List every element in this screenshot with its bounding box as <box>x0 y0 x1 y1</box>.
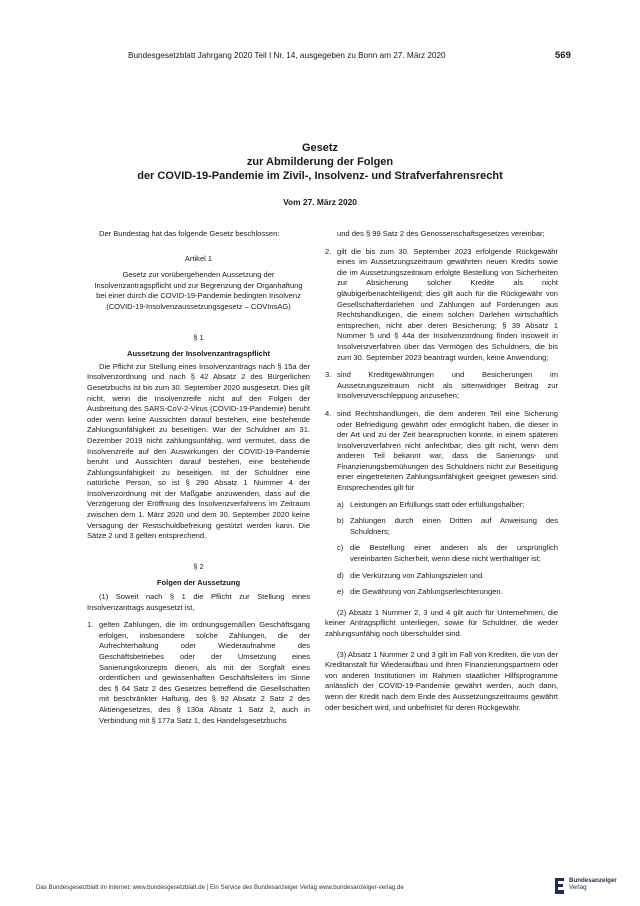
right-column <box>325 229 558 713</box>
sub-list-item-letter: e) <box>337 587 344 597</box>
law-title <box>0 141 640 183</box>
list-item <box>325 247 558 364</box>
sub-list-item <box>325 500 558 511</box>
list-item-number: 2. <box>325 246 332 256</box>
list-item <box>325 409 558 494</box>
list-item-text: gilt die bis zum 30. September 2023 erfolgende Rückgewähr eines im Aussetzungszeitraum gewährten neuen Kredits sowie die im Aussetzungszeitraum erfolgte Bestellung von Sicherheiten zur Absicherung solcher Kredite als nicht gläubigerbenachteiligend; dies gilt auch für die Rückgewähr von Gesellschafterdarlehen und Zahlungen auf Forderungen aus Rechtshandlungen, die einem solchen Darlehen wirtschaftlich entsprechen, nicht aber deren Besicherung; § 39 Absatz 1 Nummer 5 und § 44a der Insolvenzordnung finden insoweit in Insolvenzverfahren über das Vermögen des Schuldners, die bis zum 30. September 2023 beantragt wurden, keine Anwendung; <box>337 246 558 362</box>
sub-list-item-letter: a) <box>337 499 344 509</box>
sub-list-item <box>325 516 558 537</box>
footer-text: Das Bundesgesetzblatt im Internet: www.bundesgesetzblatt.de | Ein Service des Bundesanzeiger Verlag www.bundesanzeiger-verlag.de <box>36 884 404 891</box>
section-1-title: Aussetzung der Insolvenzantragspflicht <box>127 349 270 359</box>
section-2-intro: (1) Soweit nach § 1 die Pflicht zur Stellung eines Insolvenzantrags ausgesetzt ist, <box>87 592 310 612</box>
law-date: Vom 27. März 2020 <box>283 197 357 207</box>
title-line-3: der COVID-19-Pandemie im Zivil-, Insolvenz- und Strafverfahrensrecht <box>137 170 503 182</box>
sub-list-item <box>325 571 558 582</box>
list-item-text: sind Rechtshandlungen, die dem anderen Teil eine Sicherung oder Befriedigung gewährt oder ermöglicht haben, die dieser in der Art und zu der Zeit beanspruchen konnte, in einem späteren Insolvenzverfahren nicht anfechtbar; dies gilt nicht, wenn dem anderen Teil bekannt war, dass die Sanierungs- und Finanzierungsbemühungen des Schuldners nicht zur Beseitigung einer eingetretenen Zahlungsunfähigkeit geeignet gewesen sind. Entsprechendes gilt für <box>337 408 558 493</box>
title-line-1: Gesetz <box>301 142 339 154</box>
left-column <box>87 229 310 726</box>
paragraph-3: (3) Absatz 1 Nummer 2 und 3 gilt im Fall von Krediten, die von der Kreditanstalt für Wiederaufbau und ihren Finanzierungspartnern oder von anderen Institutionen im Rahmen staatlicher Hilfsprogramme anlässlich der COVID-19-Pandemie gewährt werden, auch dann, wenn der Kredit nach dem Ende des Aussetzungszeitraums gewährt oder besichert wird, und unbefristet für deren Rückgewähr. <box>325 649 558 712</box>
sub-list-item-text: die Gewährung von Zahlungserleichterungen. <box>350 587 503 597</box>
title-line-2: zur Abmilderung der Folgen <box>246 156 394 168</box>
logo-line-1: Bundesanzeiger <box>569 877 617 884</box>
list-item-number: 1. <box>87 620 94 630</box>
article-heading: Artikel 1 <box>184 253 213 263</box>
logo-line-2: Verlag <box>569 884 587 892</box>
sub-list-item-letter: d) <box>337 570 344 580</box>
paragraph-2: (2) Absatz 1 Nummer 2, 3 und 4 gilt auch für Unternehmen, die keiner Antragspflicht unterliegen, sowie für Schuldner, die weder zahlungsunfähig noch überschuldet sind. <box>325 607 558 638</box>
running-header-text: Bundesgesetzblatt Jahrgang 2020 Teil I Nr. 14, ausgegeben zu Bonn am 27. März 2020 <box>128 51 446 60</box>
list-item-text: gelten Zahlungen, die im ordnungsgemäßen Geschäftsgang erfolgen, insbesondere solche Zahlungen, die der Aufrechterhaltung oder Wiederaufnahme des Geschäftsbetriebes oder der Umsetzung eines Sanierungskonzepts dienen, als mit der Sorgfalt eines ordentlichen und gewissenhaften Geschäftsleiters im Sinne des § 64 Satz 2 des Gesetzes betreffend die Gesellschaften mit beschränkter Haftung, des § 92 Absatz 2 Satz 2 des Aktiengesetzes, des § 130a Absatz 1 Satz 2, auch in Verbindung mit § 177a Satz 1, des Handelsgesetzbuchs <box>99 620 310 725</box>
sub-list-item-text: die Bestellung einer anderen als der ursprünglich vereinbarten Sicherheit, wenn diese nicht werthaltiger ist; <box>350 543 558 564</box>
continued-text: und des § 99 Satz 2 des Genossenschaftsgesetzes vereinbar; <box>337 229 545 238</box>
section-1-text: Die Pflicht zur Stellung eines Insolvenzantrags nach § 15a der Insolvenzordnung und nach § 42 Absatz 2 des Bürgerlichen Gesetzbuchs ist bis zum 30. September 2020 ausgesetzt. Dies gilt nicht, wenn die Insolvenzreife nicht auf den Folgen der Ausbreitung des SARS-CoV-2-Virus (COVID-19-Pandemie) beruht oder wenn keine Aussichten darauf bestehen, eine bestehende Zahlungsunfähigkeit zu beseitigen. War der Schuldner am 31. Dezember 2019 nicht zahlungsunfähig, wird vermutet, dass die Insolvenzreife auf den Auswirkungen der COVID-19-Pandemie beruht und Aussichten darauf bestehen, eine bestehende Zahlungsunfähigkeit zu beseitigen. Ist der Schuldner eine natürliche Person, so ist § 290 Absatz 1 Nummer 4 der Insolvenzordnung mit der Maßgabe anzuwenden, dass auf die Verzögerung der Eröffnung des Insolvenzverfahrens im Zeitraum zwischen dem 1. März 2020 und dem 30. September 2020 keine Versagung der Restschuldbefreiung gestützt werden kann. Die Sätze 2 und 3 gelten entsprechend. <box>87 361 310 541</box>
list-item-text: sind Kreditgewährungen und Besicherungen im Aussetzungszeitraum nicht als sittenwidriger Beitrag zur Insolvenzverschleppung anzusehen; <box>337 370 558 401</box>
logo-text <box>569 877 617 892</box>
list-item <box>87 620 310 726</box>
page-number: 569 <box>555 50 571 61</box>
bundesanzeiger-logo-icon <box>553 877 566 895</box>
list-item-number: 4. <box>325 408 332 418</box>
list-item <box>325 370 558 402</box>
sub-list-item-letter: b) <box>337 516 344 526</box>
sub-list-item-text: Zahlungen durch einen Dritten auf Anweisung des Schuldners; <box>350 516 558 536</box>
sub-list-item-text: die Verkürzung von Zahlungszielen und <box>350 570 483 580</box>
section-2-number: § 2 <box>193 561 204 571</box>
section-2-title: Folgen der Aussetzung <box>156 578 241 588</box>
intro-text: Der Bundestag hat das folgende Gesetz beschlossen: <box>99 229 280 238</box>
section-1-number: § 1 <box>193 332 204 342</box>
sub-list-item <box>325 543 558 564</box>
sub-list-item-letter: c) <box>337 543 344 553</box>
publisher-logo <box>553 877 617 895</box>
sub-list-item <box>325 587 558 598</box>
list-item-number: 3. <box>325 370 332 380</box>
law-name: Gesetz zur vorübergehenden Aussetzung der Insolvenzantragspflicht und zur Begrenzung der Organhaftung bei einer durch die COVID-19-Pandemie bedingten Insolvenz (COVID-19-Insolvenzaussetzungsgesetz – COVInsAG) <box>94 270 303 311</box>
sub-list-item-text: Leistungen an Erfüllungs statt oder erfüllungshalber; <box>350 499 525 509</box>
